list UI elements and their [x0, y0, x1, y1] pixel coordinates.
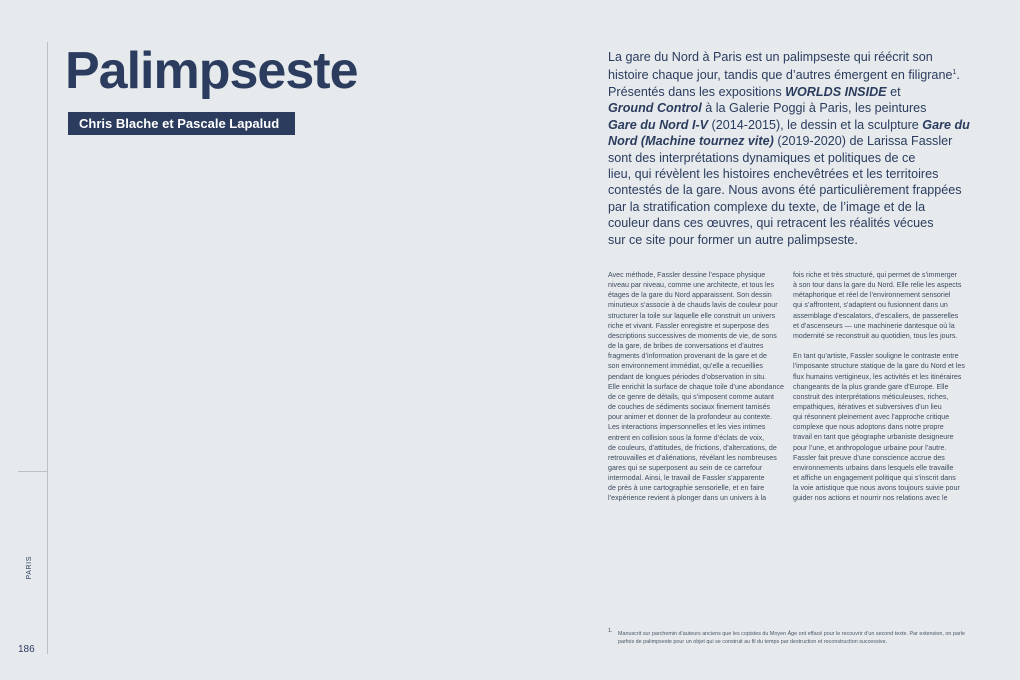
lead-text: sur ce site pour former un autre palimpseste.	[608, 232, 858, 247]
body-line: assemblage d’escalators, d’escaliers, de passerelles	[793, 311, 959, 320]
lead-line	[608, 232, 963, 248]
section-label: PARIS	[26, 556, 33, 580]
body-line: gares qui se superposent au sein de ce carrefour	[608, 463, 763, 472]
footnote-marker: 1.	[608, 628, 613, 634]
lead-text: couleur dans ces œuvres, qui retracent les réalités vécues	[608, 216, 934, 231]
body-line: riche et vivant. Fassler enregistre et superpose des	[608, 321, 769, 330]
body-line: et d’ascenseurs — une machinerie dantesque où la	[793, 321, 955, 330]
footnote-line: Manuscrit sur parchemin d’auteurs anciens que les copistes du Moyen Âge ont effacé pour le recouvrir d’un second texte. Par extension, on parle	[618, 631, 965, 637]
body-line: modernité se reconstruit au quotidien, tous les jours.	[793, 331, 958, 340]
paragraph-gap	[793, 341, 965, 351]
body-line: et affiche un engagement politique qui s’inscrit dans	[793, 474, 956, 483]
lead-line	[608, 133, 963, 149]
body-line: pour animer et donner de la profondeur au contexte.	[608, 413, 773, 422]
lead-paragraph	[608, 49, 970, 248]
body-column-left	[608, 270, 784, 504]
body-line: travail en tant que géographe urbaniste designeure	[793, 433, 954, 442]
body-line: flux humains vertigineux, les activités et les itinéraires	[793, 372, 962, 381]
lead-text: sont des interprétations dynamiques et politiques de ce	[608, 150, 916, 165]
lead-emphasis: Nord (Machine tournez vite)	[608, 134, 774, 149]
footnote-line: parfois de palimpseste pour un objet qui se construit au fil du temps par destruction et reconstruction successive.	[618, 639, 888, 646]
body-line: empathiques, itératives et subversives d’un lieu	[793, 403, 942, 412]
lead-line	[608, 117, 970, 133]
lead-line	[608, 100, 963, 116]
body-line: de près à une cartographie sensorielle, et en faire	[608, 484, 765, 493]
lead-line	[608, 182, 963, 198]
lead-text: par la stratification complexe du texte, de l’image et de la	[608, 199, 926, 214]
body-line: de couleurs, d’attitudes, de frictions, d’altercations, de	[608, 443, 777, 452]
body-line: qui résonnent pleinement avec l’approche critique	[793, 413, 950, 422]
lead-text: histoire chaque jour, tandis que d’autres émergent en filigrane	[608, 68, 953, 83]
body-line: Les interactions impersonnelles et les vies intimes	[608, 423, 766, 432]
lead-emphasis: Gare du Nord I-V	[608, 117, 709, 132]
lead-line	[608, 150, 963, 166]
body-line: métaphorique et réel de l’environnement sensoriel	[793, 291, 951, 300]
lead-text: à la Galerie Poggi à Paris, les peintures	[701, 101, 927, 116]
body-line: de couches de sédiments sociaux finement tamisés	[608, 403, 771, 412]
body-line: à son tour dans la gare du Nord. Elle relie les aspects	[793, 281, 962, 290]
body-column-right	[793, 270, 965, 504]
lead-line	[608, 49, 963, 65]
lead-text: Présentés dans les expositions	[608, 85, 786, 99]
body-line: intermodal. Ainsi, le travail de Fassler s’apparente	[608, 474, 765, 483]
page-number: 186	[18, 644, 35, 655]
body-line: changeants de la plus grande gare d’Europe. Elle	[793, 382, 949, 391]
body-line: qui s’affrontent, s’adaptent ou fusionnent dans un	[793, 301, 948, 310]
body-line: retrouvailles et d’aliénations, révélant les nombreuses	[608, 453, 777, 462]
body-line: son environnement immédiat, qu’elle a recueillies	[608, 362, 763, 371]
lead-text: et	[886, 85, 901, 99]
lead-emphasis: Ground Control	[608, 101, 702, 116]
body-line: fragments d’information provenant de la gare et de	[608, 352, 767, 361]
article-title: Palimpseste	[65, 42, 358, 100]
margin-rule-horizontal	[18, 471, 48, 472]
lead-text: (2019-2020) de Larissa Fassler	[773, 134, 953, 149]
body-line: environnements urbains dans lesquels elle travaille	[793, 463, 954, 472]
body-line: l’expérience revient à plonger dans un univers à la	[608, 494, 767, 503]
body-line: complexe que nous adoptons dans notre propre	[793, 423, 944, 432]
margin-rule-vertical	[47, 42, 48, 654]
lead-text: contestés de la gare. Nous avons été particulièrement frappées	[608, 183, 962, 198]
body-line: construit des interprétations méticuleuses, riches,	[793, 392, 949, 401]
lead-text: La gare du Nord à Paris est un palimpseste qui réécrit son	[608, 50, 933, 64]
body-line: de ce genre de détails, qui s’imposent comme autant	[608, 392, 775, 401]
body-line: descriptions successives de moments de vie, de sons	[608, 331, 777, 340]
body-line: étages de la gare du Nord apparaissent. Son dessin	[608, 291, 772, 300]
lead-line	[608, 84, 963, 100]
lead-text: .	[956, 68, 960, 83]
footnote-reference: 1	[952, 69, 957, 77]
body-line: l’imposante structure statique de la gare du Nord et les	[793, 362, 965, 371]
lead-emphasis: WORLDS INSIDE	[785, 85, 887, 99]
body-line: niveau par niveau, comme une architecte, et tous les	[608, 281, 775, 290]
footnote	[618, 630, 968, 646]
body-line: pendant de longues périodes d’observation in situ.	[608, 372, 767, 381]
body-line: Fassler fait preuve d’une conscience accrue des	[793, 453, 945, 462]
body-line: En tant qu’artiste, Fassler souligne le contraste entre	[793, 352, 959, 361]
body-line: Avec méthode, Fassler dessine l’espace physique	[608, 271, 766, 279]
lead-text: lieu, qui révèlent les histoires enchevêtrées et les territoires	[608, 167, 939, 182]
body-line: guider nos actions et nourrir nos relations avec le	[793, 494, 948, 503]
lead-line	[608, 65, 963, 84]
lead-line	[608, 166, 963, 182]
lead-emphasis: Gare du	[922, 117, 970, 132]
body-line: pour l’une, et anthropologue urbaine pour l’autre.	[793, 443, 947, 452]
lead-line	[608, 215, 963, 231]
body-line: Elle enrichit la surface de chaque toile d’une abondance	[608, 382, 784, 391]
body-line: entrent en collision sous la forme d’éclats de voix,	[608, 433, 765, 442]
lead-text: (2014-2015), le dessin et la sculpture	[708, 117, 923, 132]
body-line: structurer la toile sur laquelle elle construit un univers	[608, 311, 776, 320]
body-line: minutieux s’associe à de chauds lavis de couleur pour	[608, 301, 778, 310]
authors-banner: Chris Blache et Pascale Lapalud	[68, 112, 295, 135]
body-line: de la gare, de bribes de conversations et d’autres	[608, 342, 764, 351]
lead-line	[608, 199, 963, 215]
body-line: la voie artistique que nous avons toujours suivie pour	[793, 484, 960, 493]
body-line: fois riche et très structuré, qui permet de s’immerger	[793, 271, 958, 279]
